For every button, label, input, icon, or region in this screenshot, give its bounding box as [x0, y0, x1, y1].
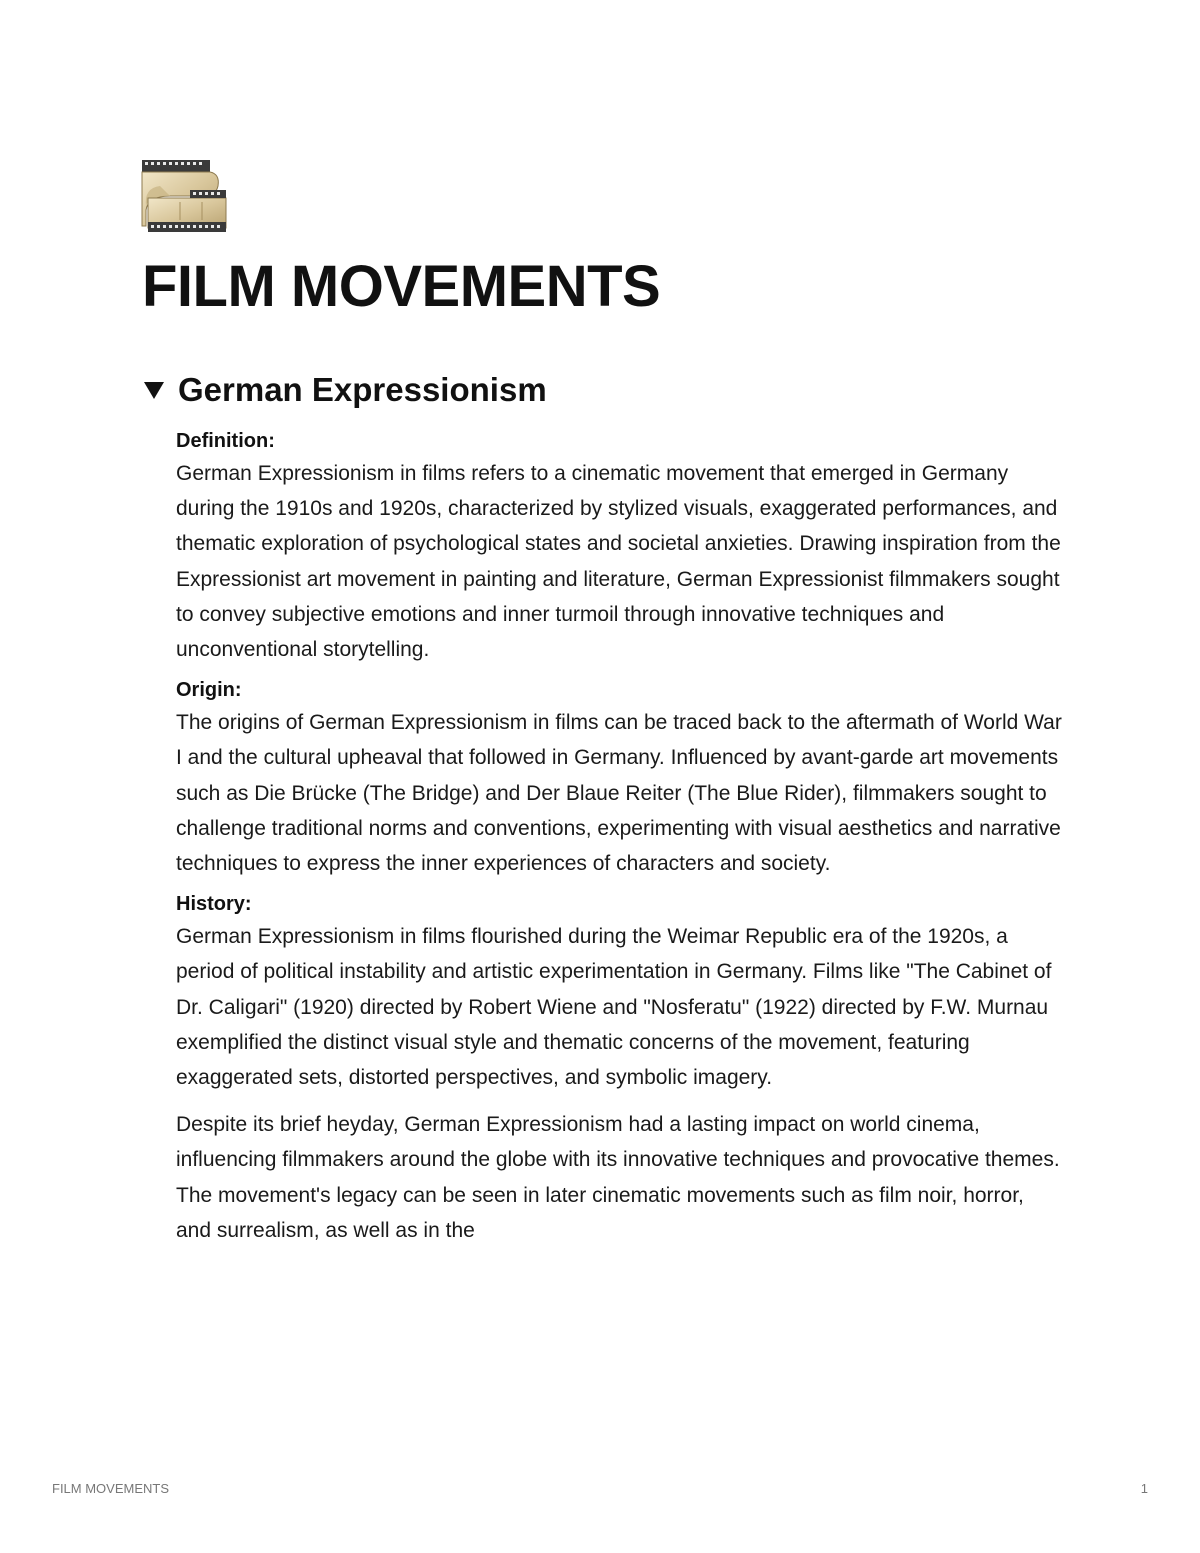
origin-label: Origin:: [176, 679, 242, 702]
toggle-content: [176, 426, 1062, 1248]
history-text: German Expressionism in films flourished during the Weimar Republic era of the 1920s, a period of political instability and artistic experimentation in Germany. Films like "The Cabinet of Dr. Caligari" (1920) directed by Robert Wiene and "Nosferatu" (1922) directed by F.W. Murnau exemplified the distinct visual style and thematic concerns of the movement, featuring exaggerated sets, distorted perspectives, and symbolic imagery.: [176, 925, 1052, 1090]
origin-text: The origins of German Expressionism in films can be traced back to the aftermath of World War I and the cultural upheaval that followed in Germany. Influenced by avant-garde art movements such as Die Brücke (The Bridge) and Der Blaue Reiter (The Blue Rider), filmmakers sought to challenge traditional norms and conventions, experimenting with visual aesthetics and narrative techniques to express the inner experiences of characters and society.: [176, 711, 1062, 876]
history-label: History:: [176, 893, 252, 916]
film-reel-icon: [140, 156, 228, 238]
toggle-header[interactable]: [142, 368, 1062, 412]
history-section: [176, 889, 1062, 1248]
definition-text: German Expressionism in films refers to a cinematic movement that emerged in Germany during the 1910s and 1920s, characterized by stylized visuals, exaggerated performances, and thematic exploration of psychological states and societal anxieties. Drawing inspiration from the Expressionist art movement in painting and literature, German Expressionist filmmakers sought to convey subjective emotions and inner turmoil through innovative techniques and unconventional storytelling.: [176, 462, 1061, 662]
footer-title: FILM MOVEMENTS: [52, 1481, 170, 1496]
page-number: 1: [1140, 1481, 1148, 1496]
toggle-title: German Expressionism: [178, 371, 547, 408]
definition-section: [176, 426, 1062, 667]
definition-label: Definition:: [176, 430, 275, 452]
history-text-continued: Despite its brief heyday, German Expressionism had a lasting impact on world cinema, influencing filmmakers around the globe with its innovative techniques and provocative themes. The movement's legacy can be seen in later cinematic movements such as film noir, horror, and surrealism, as well as in the: [176, 1113, 1060, 1242]
triangle-down-icon[interactable]: [142, 378, 166, 402]
toggle-block-german-expressionism: [142, 368, 1062, 1256]
page-title: FILM MOVEMENTS: [142, 254, 661, 319]
origin-section: [176, 675, 1062, 881]
